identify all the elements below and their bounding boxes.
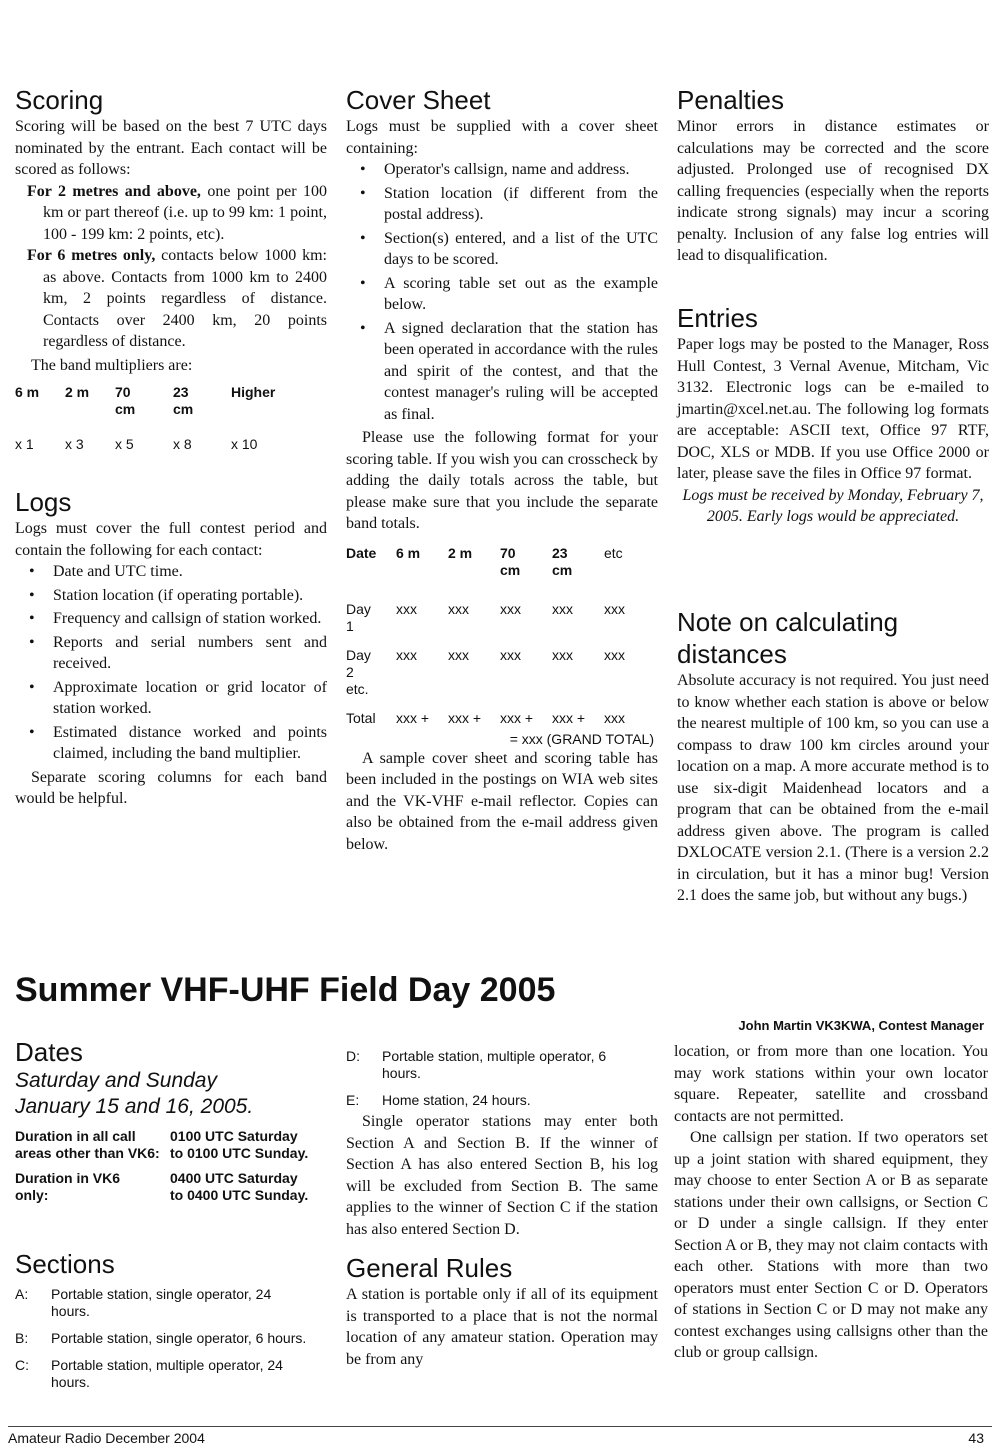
list-item: • A scoring table set out as the example below. [346,273,658,316]
section-text: Portable station, single operator, 6 hours. [51,1330,307,1346]
list-item: • Estimated distance worked and points claimed, including the band multiplier. [15,722,327,765]
list-item: • A signed declaration that the station has been operated in accordance with the rules and spirit of the contest, and that the contest manager's ruling will be accepted as final. [346,318,658,426]
scoring-rule-6m-bold: For 6 metres only, [27,247,156,264]
general-rules-heading: General Rules [346,1253,513,1283]
general-rules-text: A station is portable only if all of its equipment is transported to a place that is not the normal location of any amateur station. Operation may be from any [346,1286,658,1368]
multiplier-header: 23 cm [173,384,194,417]
duration-table [15,1128,327,1204]
table-cell: xxx + [500,709,534,726]
section-key: B: [15,1330,29,1346]
note-section [677,606,989,907]
footer-divider [8,1426,992,1427]
sample-text: A sample cover sheet and scoring table has been included in the postings on WIA web sites and the VK-VHF e-mail reflector. Copies can also be obtained from the e-mail address given below. [346,749,658,853]
multipliers-intro: The band multipliers are: [31,356,193,374]
page-number: 43 [968,1430,984,1446]
list-item: • Station location (if different from the postal address). [346,183,658,226]
multiplier-value: x 8 [173,436,192,452]
table-cell: xxx [604,600,625,617]
entries-text: Paper logs may be posted to the Manager, Ross Hull Contest, 3 Vernal Avenue, Mitcham, Vic 3132. Electronic logs can be e-mailed to jmartin@xcel.net.au. The following log formats are acceptable: ASCII text, Office 97 RTF, DOC, XLS or MDB. If you use Office 2000 or later, please save the files in Office 97 format. [677,336,989,482]
logs-intro: Logs must cover the full contest period and contain the following for each contact: [15,520,327,559]
scoring-rule-2m-bold: For 2 metres and above, [27,182,201,200]
multiplier-header: 2 m [65,384,90,400]
note-text: Absolute accuracy is not required. You just need to know whether each station is above or below the nearest multiple of 100 km, so you can use a compass to draw 100 km circles around your location on a map. A more accurate method is to use six-digit Maidenhead locators and a program that can be obtained from the e-mail address given above. The program is called DXLOCATE version 2.1. (There is a version 2.2 in circulation, but it has a minor bug! Version 2.1 does the same job, but without any bugs.) [677,672,989,904]
article-title: Summer VHF-UHF Field Day 2005 [15,971,556,1009]
multiplier-header: Higher [231,384,276,400]
logs-outro: Separate scoring columns for each band would be helpful. [15,768,327,807]
logs-list [15,561,327,765]
duration-value: 0400 UTC Saturday to 0400 UTC Sunday. [170,1170,309,1203]
penalties-heading: Penalties [677,85,784,115]
table-header: etc [604,544,623,561]
table-cell: xxx [448,646,469,663]
list-item: • Section(s) entered, and a list of the UTC days to be scored. [346,228,658,271]
cover-sheet-intro: Logs must be supplied with a cover sheet containing: [346,118,658,157]
table-header: 70 cm [500,544,521,578]
section-key: D: [346,1048,360,1064]
multiplier-header: 70 cm [115,384,136,417]
penalties-section [677,84,989,267]
cover-sheet-list [346,159,658,425]
right-column-article [674,1041,988,1364]
table-cell: xxx + [448,709,482,726]
dates-line-2: January 15 and 16, 2005. [15,1095,254,1118]
scoring-rule-6m-text: contacts below 1000 km: as above. Contacts from 1000 km to 2400 km, 2 points regardless of distance. Contacts over 2400 km, 20 points regardless of distance. [43,247,327,350]
scoring-section [15,84,327,453]
table-header: 23 cm [552,544,573,578]
section-key: E: [346,1092,360,1108]
table-cell: Total [346,709,376,726]
scoring-table-example [346,545,658,727]
table-header: 6 m [396,544,421,561]
section-text: Portable station, single operator, 24 hours. [51,1286,272,1319]
scoring-rule-2m [15,181,327,246]
section-text: Portable station, multiple operator, 6 hours. [382,1048,607,1081]
duration-value: 0100 UTC Saturday to 0100 UTC Sunday. [170,1128,309,1161]
scoring-rule-6m [15,245,327,353]
multiplier-value: x 1 [15,436,34,452]
scoring-rule-2m-text: one point per 100 km or part thereof (i.e. up to 99 km: 1 point, 100 - 199 km: 2 points, etc). [43,182,328,243]
table-cell: xxx [552,646,573,663]
single-op-text: Single operator stations may enter both Section A and Section B. If the winner of Section A has also entered Section B, his log will be excluded from Section B. The same applies to the winner of Section C if the station has also entered Section D. [346,1113,658,1238]
multiplier-header: 6 m [15,384,40,400]
sections-list-cont [346,1048,658,1109]
table-cell: xxx [604,646,625,663]
multiplier-value: x 3 [65,436,84,452]
table-cell: xxx [604,709,625,726]
sections-list [15,1286,327,1391]
table-cell: xxx + [396,709,430,726]
logs-heading: Logs [15,487,72,517]
sections-heading: Sections [15,1249,115,1279]
cover-sheet-heading: Cover Sheet [346,85,491,115]
entries-section [677,302,989,528]
table-cell: xxx [396,646,417,663]
list-item: • Operator's callsign, name and address. [346,159,658,181]
table-cell: xxx [500,646,521,663]
dates-line-1: Saturday and Sunday [15,1069,217,1092]
list-item: • Reports and serial numbers sent and received. [15,632,327,675]
footer-publication: Amateur Radio December 2004 [8,1430,205,1446]
format-text: Please use the following format for your scoring table. If you wish you can crosscheck by adding the daily totals across the table, but please make sure that you include the separate band totals. [346,429,658,532]
section-key: C: [15,1357,29,1373]
multiplier-value: x 10 [231,436,258,452]
list-item: • Frequency and callsign of station worked. [15,608,327,630]
callsign-text: One callsign per station. If two operators set up a joint station with shared equipment, they may choose to enter Section A or B as separate stations under their own callsigns, or Section C or D under a single callsign. If they enter Section A or B, they may not claim contacts with each other. Stations with more than two operators must enter Section C or D. Operators of stations in Section C or D may not make any contest exchanges using callsigns other than the club or group callsign. [674,1129,988,1361]
logs-section [15,486,327,810]
table-cell: Day 2 [346,646,371,680]
table-cell: xxx [500,600,521,617]
list-item: • Approximate location or grid locator of station worked. [15,677,327,720]
note-heading: Note on calculating distances [677,607,899,669]
entries-deadline: Logs must be received by Monday, February 7, 2005. Early logs would be appreciated. [682,486,984,525]
multiplier-table [15,384,327,453]
table-header: Date [346,544,377,561]
list-item: • Date and UTC time. [15,561,327,583]
table-cell: xxx + [552,709,586,726]
middle-column-article [346,1048,658,1370]
duration-label: Duration in VK6 only: [15,1170,121,1203]
penalties-text: Minor errors in distance estimates or calculations may be corrected and the score adjusted. Prolonged use of recognised DX calling frequencies (especially when the reports indicate strong signals) may incur a scoring penalty. Inclusion of any false log entries will lead to disqualification. [677,118,989,264]
section-key: A: [15,1286,29,1302]
list-item: • Station location (if operating portable). [15,585,327,607]
section-text: Home station, 24 hours. [382,1092,531,1108]
dates-section [15,1036,327,1204]
grand-total: = xxx (GRAND TOTAL) [509,730,654,747]
table-cell: xxx [396,600,417,617]
sections-section [15,1248,327,1391]
table-cell: xxx [552,600,573,617]
table-header: 2 m [448,544,473,561]
scoring-heading: Scoring [15,85,104,115]
section-text: Portable station, multiple operator, 24 hours. [51,1357,283,1390]
table-cell: xxx [448,600,469,617]
scoring-intro: Scoring will be based on the best 7 UTC days nominated by the entrant. Each contact will be scored as follows: [15,118,327,178]
general-rules-cont: location, or from more than one location. You may work stations within your own locator square. Repeater, satellite and crossband contacts are not permitted. [674,1043,988,1125]
duration-label: Duration in all call areas other than VK6: [15,1128,160,1161]
table-cell: etc. [346,680,369,697]
cover-sheet-section [346,84,658,855]
table-cell: Day 1 [346,600,371,634]
byline: John Martin VK3KWA, Contest Manager [738,1018,984,1033]
entries-heading: Entries [677,303,758,333]
multiplier-value: x 5 [115,436,134,452]
dates-heading: Dates [15,1037,83,1067]
